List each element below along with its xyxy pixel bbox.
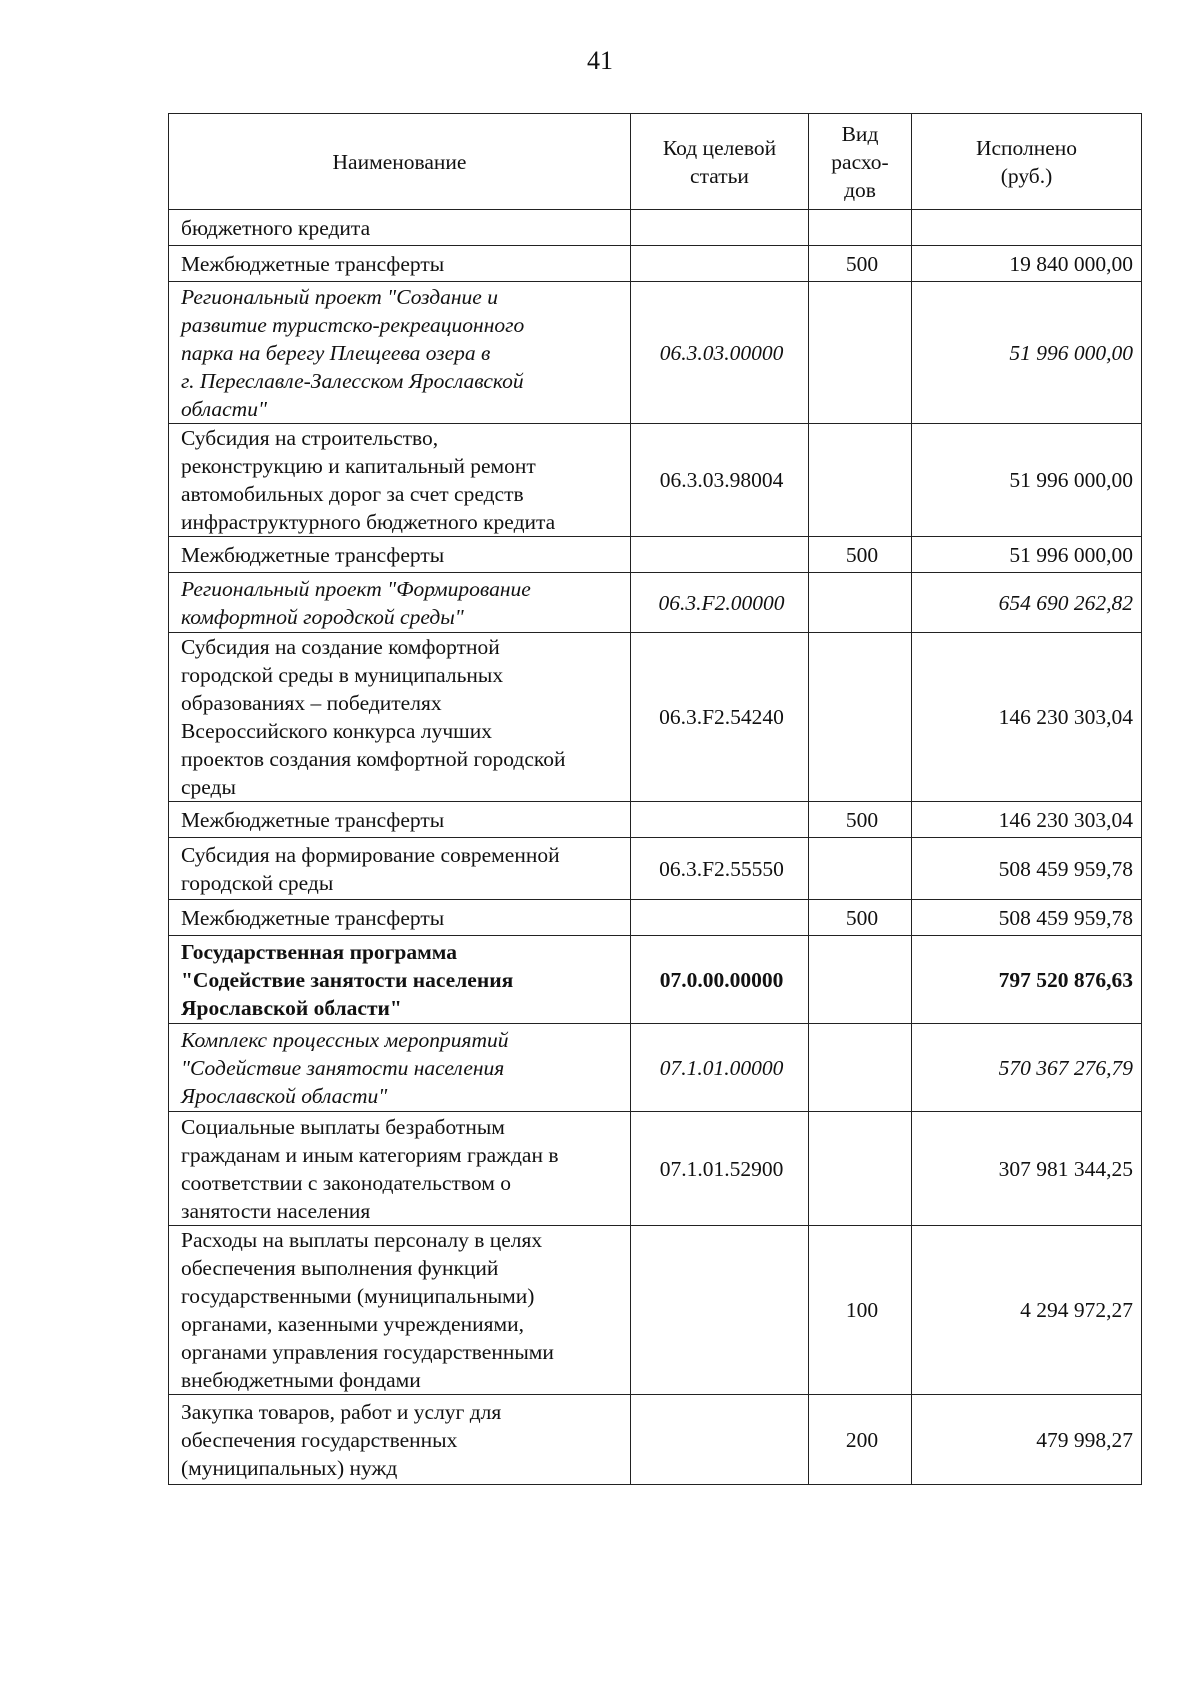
row-amount: 307 981 344,25	[912, 1112, 1142, 1226]
row-name-line: "Содействие занятости населения	[181, 967, 514, 992]
row-name-line: Ярославской области"	[181, 995, 402, 1020]
row-name-line: внебюджетными фондами	[181, 1368, 421, 1392]
row-name-line: городской среды	[181, 870, 334, 895]
row-name	[169, 1395, 631, 1485]
row-expense-type: 500	[809, 900, 912, 936]
row-amount: 51 996 000,00	[912, 282, 1142, 424]
row-name	[169, 210, 631, 246]
row-expense-type	[809, 424, 912, 537]
row-expense-type: 500	[809, 802, 912, 838]
row-name-line: органами управления государственными	[181, 1340, 554, 1364]
row-name-line: Всероссийского конкурса лучших	[181, 719, 492, 743]
row-expense-type: 500	[809, 537, 912, 573]
row-target-code: 07.1.01.00000	[631, 1024, 809, 1112]
row-name-line: Комплекс процессных мероприятий	[181, 1027, 509, 1052]
row-name-line: Межбюджетные трансферты	[181, 542, 445, 567]
row-expense-type: 100	[809, 1226, 912, 1395]
row-amount	[912, 210, 1142, 246]
row-name-line: Ярославской области"	[181, 1083, 388, 1108]
row-target-code: 06.3.F2.54240	[631, 633, 809, 802]
row-target-code	[631, 246, 809, 282]
table-row	[169, 1112, 1142, 1226]
row-name	[169, 1024, 631, 1112]
row-expense-type	[809, 936, 912, 1024]
row-name-line: Субсидия на создание комфортной	[181, 635, 500, 659]
row-name-line: (муниципальных) нужд	[181, 1455, 398, 1480]
row-name-line: городской среды в муниципальных	[181, 663, 504, 687]
row-name	[169, 282, 631, 424]
row-name-line: соответствии с законодательством о	[181, 1170, 511, 1195]
row-amount: 4 294 972,27	[912, 1226, 1142, 1395]
row-expense-type	[809, 282, 912, 424]
header-amount-line: (руб.)	[1000, 163, 1053, 188]
row-name-line: обеспечения государственных	[181, 1427, 458, 1452]
row-name-line: Региональный проект "Создание и	[181, 284, 498, 309]
row-name-line: Региональный проект "Формирование	[181, 576, 531, 601]
header-amount	[912, 114, 1142, 210]
header-type-line: дов	[844, 177, 876, 202]
table-row	[169, 1395, 1142, 1485]
row-expense-type	[809, 838, 912, 900]
table-row	[169, 424, 1142, 537]
page-number: 41	[587, 46, 613, 75]
row-expense-type	[809, 1024, 912, 1112]
row-name	[169, 246, 631, 282]
row-target-code: 07.1.01.52900	[631, 1112, 809, 1226]
table-body	[169, 210, 1142, 1485]
row-name	[169, 537, 631, 573]
row-name-line: г. Переславле-Залесском Ярославской	[181, 368, 524, 393]
row-name-line: Субсидия на строительство,	[181, 426, 439, 450]
row-name-line: инфраструктурного бюджетного кредита	[181, 510, 556, 534]
row-name-line: Межбюджетные трансферты	[181, 251, 445, 276]
row-target-code: 07.0.00.00000	[631, 936, 809, 1024]
header-row	[169, 114, 1142, 210]
row-amount: 19 840 000,00	[912, 246, 1142, 282]
row-expense-type	[809, 1112, 912, 1226]
row-name-line: бюджетного кредита	[181, 215, 371, 240]
row-name-line: занятости населения	[181, 1198, 371, 1223]
row-name-line: среды	[181, 775, 236, 799]
row-name-line: Государственная программа	[181, 939, 458, 964]
row-amount: 797 520 876,63	[912, 936, 1142, 1024]
table-row	[169, 573, 1142, 633]
table-row	[169, 1226, 1142, 1395]
header-code-line: Код целевой	[662, 135, 777, 160]
header-type	[809, 114, 912, 210]
row-name-line: Расходы на выплаты персоналу в целях	[181, 1228, 543, 1252]
table-header	[169, 114, 1142, 210]
table-row	[169, 282, 1142, 424]
row-name	[169, 573, 631, 633]
table-row	[169, 246, 1142, 282]
row-name	[169, 802, 631, 838]
row-target-code	[631, 1226, 809, 1395]
row-name	[169, 633, 631, 802]
row-name-line: "Содействие занятости населения	[181, 1055, 505, 1080]
row-target-code	[631, 900, 809, 936]
row-name-line: органами, казенными учреждениями,	[181, 1312, 524, 1336]
row-name-line: Межбюджетные трансферты	[181, 905, 445, 930]
header-amount-line: Исполнено	[975, 135, 1078, 160]
row-target-code	[631, 537, 809, 573]
header-name	[169, 114, 631, 210]
row-name-line: области"	[181, 396, 267, 421]
row-amount: 508 459 959,78	[912, 838, 1142, 900]
row-name-line: автомобильных дорог за счет средств	[181, 482, 524, 506]
row-amount: 479 998,27	[912, 1395, 1142, 1485]
row-name-line: Субсидия на формирование современной	[181, 842, 560, 867]
row-expense-type: 500	[809, 246, 912, 282]
row-name-line: Закупка товаров, работ и услуг для	[181, 1399, 502, 1424]
row-amount: 51 996 000,00	[912, 424, 1142, 537]
row-amount: 51 996 000,00	[912, 537, 1142, 573]
header-name-label: Наименование	[332, 149, 467, 174]
row-name-line: парка на берегу Плещеева озера в	[181, 340, 491, 365]
row-target-code: 06.3.03.98004	[631, 424, 809, 537]
row-name-line: комфортной городской среды"	[181, 604, 464, 629]
row-expense-type	[809, 210, 912, 246]
table-row	[169, 633, 1142, 802]
row-target-code	[631, 802, 809, 838]
table-row	[169, 1024, 1142, 1112]
row-name-line: обеспечения выполнения функций	[181, 1256, 499, 1280]
row-name-line: реконструкцию и капитальный ремонт	[181, 454, 536, 478]
table-row	[169, 936, 1142, 1024]
table-row	[169, 838, 1142, 900]
row-target-code	[631, 1395, 809, 1485]
row-expense-type	[809, 573, 912, 633]
row-target-code	[631, 210, 809, 246]
row-name-line: государственными (муниципальными)	[181, 1284, 535, 1308]
row-name-line: проектов создания комфортной городской	[181, 747, 566, 771]
table-row	[169, 210, 1142, 246]
row-target-code: 06.3.F2.55550	[631, 838, 809, 900]
row-name	[169, 424, 631, 537]
row-amount: 508 459 959,78	[912, 900, 1142, 936]
header-code-line: статьи	[690, 163, 749, 188]
row-name-line: Межбюджетные трансферты	[181, 807, 445, 832]
row-name-line: гражданам и иным категориям граждан в	[181, 1142, 559, 1167]
row-name	[169, 1226, 631, 1395]
row-name	[169, 900, 631, 936]
table-row	[169, 900, 1142, 936]
row-target-code: 06.3.03.00000	[631, 282, 809, 424]
table-row	[169, 802, 1142, 838]
row-expense-type	[809, 633, 912, 802]
row-amount: 146 230 303,04	[912, 802, 1142, 838]
row-name	[169, 838, 631, 900]
row-expense-type: 200	[809, 1395, 912, 1485]
header-code	[631, 114, 809, 210]
row-name-line: образованиях – победителях	[181, 691, 442, 715]
row-amount: 654 690 262,82	[912, 573, 1142, 633]
row-target-code: 06.3.F2.00000	[631, 573, 809, 633]
row-name-line: Социальные выплаты безработным	[181, 1114, 505, 1139]
row-amount: 570 367 276,79	[912, 1024, 1142, 1112]
row-name-line: развитие туристско-рекреационного	[181, 312, 525, 337]
header-type-line: расхо-	[831, 149, 889, 174]
header-type-line: Вид	[841, 121, 879, 146]
row-name	[169, 1112, 631, 1226]
table-row	[169, 537, 1142, 573]
budget-execution-table	[168, 113, 1142, 1485]
row-amount: 146 230 303,04	[912, 633, 1142, 802]
row-name	[169, 936, 631, 1024]
